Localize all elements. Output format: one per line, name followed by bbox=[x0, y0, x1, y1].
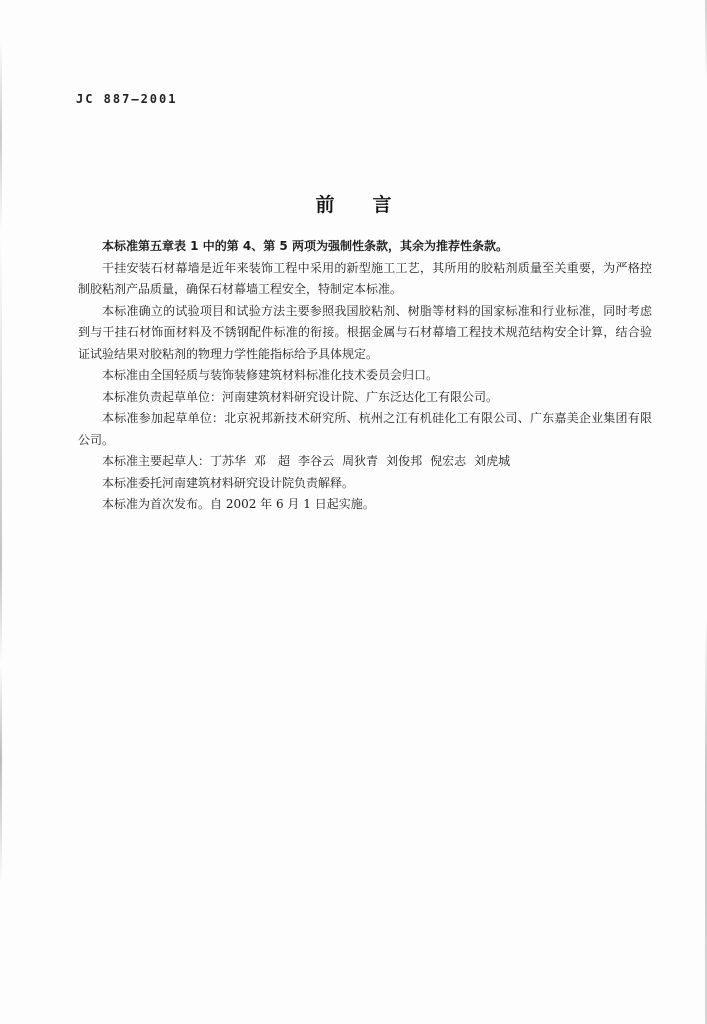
drafter-name: 丁苏华 bbox=[210, 454, 247, 468]
centralized-paragraph: 本标准由全国轻质与装饰装修建筑材料标准化技术委员会归口。 bbox=[102, 368, 439, 382]
scan-edge-left bbox=[0, 40, 2, 1000]
interpretation-paragraph: 本标准委托河南建筑材料研究设计院负责解释。 bbox=[102, 475, 355, 490]
participating-units-paragraph: 本标准参加起草单位：北京祝邦新技术研究所、杭州之江有机硅化工有限公司、广东嘉美企业集团有限公司。 bbox=[78, 411, 652, 447]
drafters-label: 本标准主要起草人： bbox=[102, 454, 211, 468]
mandatory-clause-paragraph: 本标准第五章表 1 中的第 4、第 5 两项为强制性条款，其余为推荐性条款。 bbox=[102, 239, 508, 253]
drafter-name: 邓 超 bbox=[254, 454, 291, 468]
drafter-name: 倪宏志 bbox=[430, 454, 467, 468]
basis-paragraph: 本标准确立的试验项目和试验方法主要参照我国胶粘剂、树脂等材料的国家标准和行业标准，同时考虑到与干挂石材饰面材料及不锈钢配件标准的衔接。根据金属与石材幕墙工程技术规范结构安全计算，结合验证试验结果对胶粘剂的物理力学性能指标给予具体规定。 bbox=[78, 303, 652, 361]
drafter-name: 李谷云 bbox=[298, 454, 335, 468]
drafter-name: 刘虎城 bbox=[474, 454, 511, 468]
page-title: 前言 bbox=[315, 194, 430, 216]
responsible-unit-paragraph: 本标准负责起草单位：河南建筑材料研究设计院、广东泛达化工有限公司。 bbox=[102, 389, 499, 404]
drafters-paragraph bbox=[78, 451, 652, 473]
drafter-name: 周狄青 bbox=[342, 454, 379, 468]
standard-code: JC 887—2001 bbox=[76, 92, 178, 106]
purpose-paragraph: 干挂安装石材幕墙是近年来装饰工程中采用的新型施工工艺，其所用的胶粘剂质量至关重要，为严格控制胶粘剂产品质量，确保石材幕墙工程安全，特制定本标准。 bbox=[78, 260, 652, 296]
foreword-body bbox=[78, 236, 652, 516]
release-paragraph: 本标准为首次发布。自 2002 年 6 月 1 日起实施。 bbox=[102, 497, 375, 511]
drafter-name: 刘俊邦 bbox=[386, 454, 423, 468]
